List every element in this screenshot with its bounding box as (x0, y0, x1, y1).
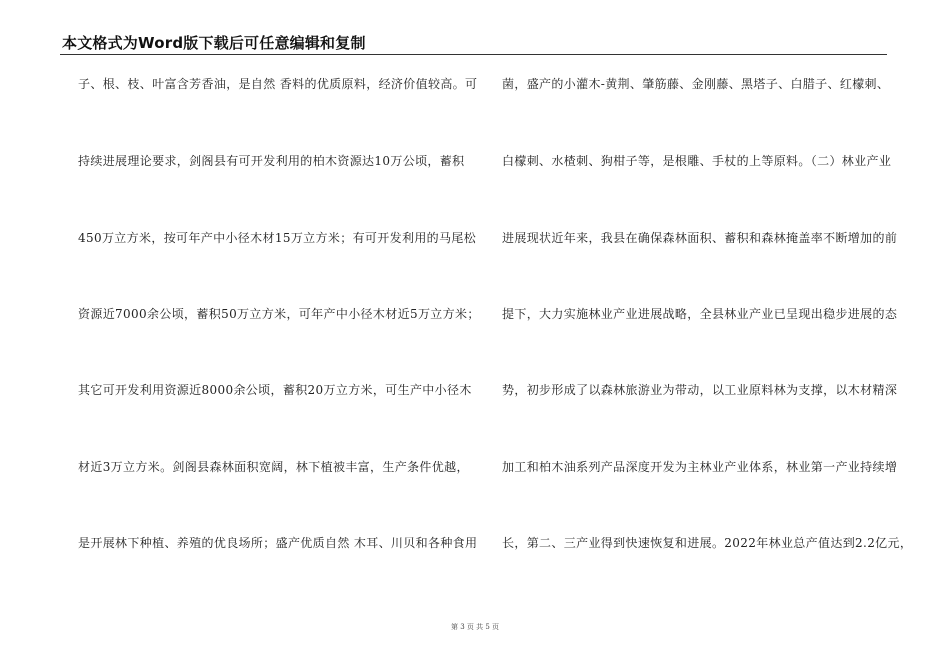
text-line: 加工和柏木油系列产品深度开发为主林业产业体系，林业第一产业持续增 (502, 460, 898, 474)
text-line: 白檬刺、水楂刺、狗柑子等，是根雕、手杖的上等原料。（二）林业产业 (502, 154, 892, 168)
text-line: 450万立方米，按可年产中小径木材15万立方米；有可开发利用的马尾松 (78, 231, 477, 245)
page-number: 第 3 页 共 5 页 (450, 623, 500, 631)
text-line: 进展现状近年来，我县在确保森林面积、蓄积和森林掩盖率不断增加的前 (502, 231, 898, 245)
text-line: 提下，大力实施林业产业进展战略，全县林业产业已呈现出稳步进展的态 (502, 307, 898, 321)
text-line: 材近3万立方米。剑阁县森林面积宽阔，林下植被丰富，生产条件优越， (78, 460, 469, 474)
text-line: 其它可开发利用资源近8000余公顷，蓄积20万立方米，可生产中小径木 (78, 383, 472, 397)
text-line: 菌，盛产的小灌木-黄荆、肇筋藤、金刚藤、黑塔子、白腊子、红檬刺、 (502, 77, 890, 91)
text-line: 子、根、枝、叶富含芳香油，是自然 香料的优质原料，经济价值较高。可 (78, 77, 478, 91)
text-line: 长，第二、三产业得到快速恢复和进展。2022年林业总产值达到2.2亿元， (502, 536, 913, 550)
header-divider (60, 54, 887, 55)
text-line: 资源近7000余公顷，蓄积50万立方米，可年产中小径木材近5万立方米； (78, 307, 480, 321)
document-header-title: 本文格式为Word版下载后可任意编辑和复制 (62, 34, 366, 52)
text-line: 势，初步形成了以森林旅游业为带动，以工业原料林为支撑，以木材精深 (502, 383, 898, 397)
text-line: 是开展林下种植、养殖的优良场所；盛产优质自然 木耳、川贝和各种食用 (78, 536, 478, 550)
text-line: 持续进展理论要求，剑阁县有可开发利用的柏木资源达10万公顷，蓄积 (78, 154, 465, 168)
